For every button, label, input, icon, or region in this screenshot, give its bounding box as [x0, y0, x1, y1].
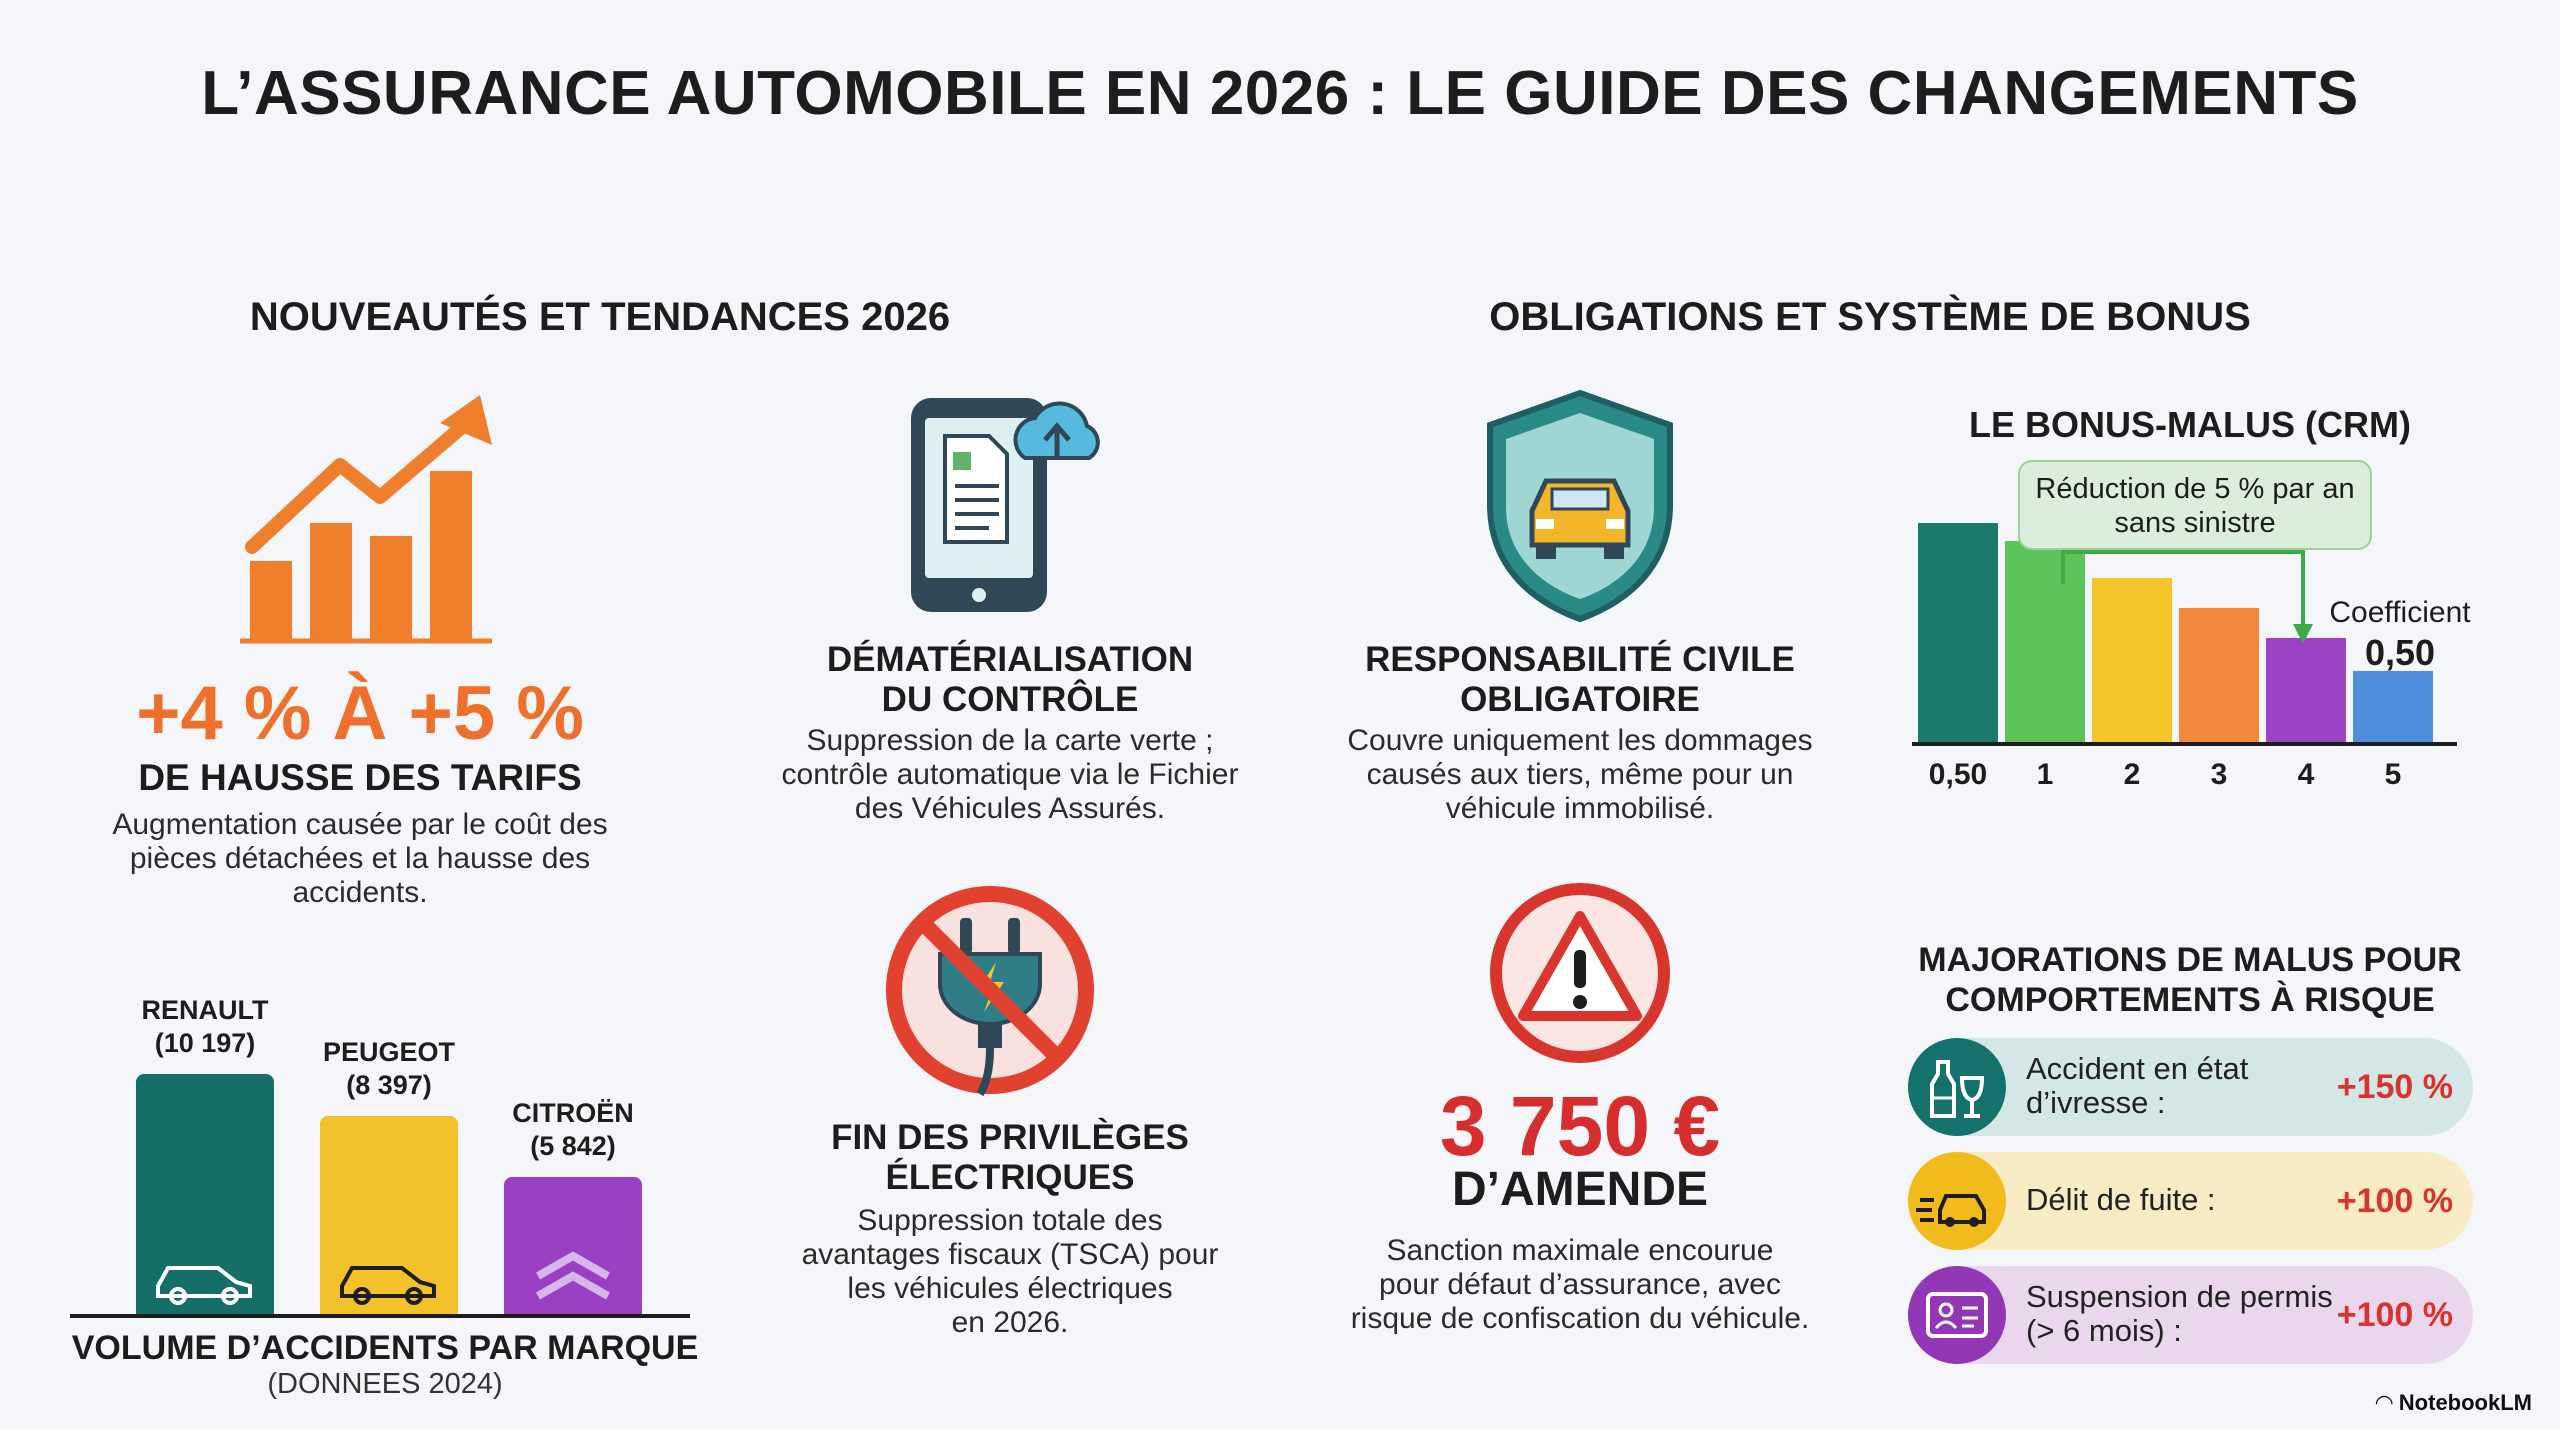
majoration-label-line: Accident en état [2026, 1051, 2249, 1086]
electric-desc [740, 1204, 1280, 1340]
crm-ticks [1918, 758, 2458, 794]
rc-desc-line: Couvre uniquement les dommages [1347, 724, 1813, 757]
rc-desc-line: causés aux tiers, même pour un [1366, 758, 1794, 791]
amende-label: D’AMENDE [1451, 1163, 1708, 1216]
brand-footer [2376, 1390, 2532, 1416]
rc-title-line: OBLIGATOIRE [1460, 680, 1700, 719]
crm-callout-line: sans sinistre [2114, 507, 2276, 539]
demat-desc-line: des Véhicules Assurés. [854, 792, 1166, 825]
tarifs-desc-line: accidents. [292, 876, 428, 909]
citroen-logo-icon [518, 1246, 628, 1306]
accident-bar [504, 1177, 642, 1314]
majorations-title-line: COMPORTEMENTS À RISQUE [1945, 981, 2435, 1019]
majoration-value: +150 % [2336, 1068, 2453, 1106]
tablet-document-icon [905, 390, 1115, 620]
majoration-label [2026, 1280, 2333, 1348]
majoration-row-fuite [1908, 1152, 2473, 1250]
accident-brand-name: CITROËN [512, 1098, 634, 1128]
brand-name: NotebookLM [2398, 1390, 2532, 1415]
crm-tick-label: 2 [2123, 758, 2141, 791]
majoration-circle [1908, 1266, 2006, 1364]
accident-chart [70, 980, 700, 1320]
electric-title [730, 1118, 1290, 1198]
majoration-label-line: Suspension de permis [2026, 1279, 2333, 1314]
accident-bar-label [289, 1036, 489, 1102]
accident-brand-name: RENAULT [141, 995, 269, 1025]
crm-tick-label: 1 [2036, 758, 2054, 791]
accident-bar-label [105, 994, 305, 1060]
growth-bar [250, 561, 292, 639]
crm-chart-baseline [1912, 742, 2457, 746]
crm-callout-arrow [2055, 548, 2315, 648]
majoration-label [2026, 1052, 2248, 1120]
tarifs-subtitle: DE HAUSSE DES TARIFS [138, 757, 582, 798]
amende-amount: 3 750 € [1439, 1079, 1721, 1173]
no-electric-plug-icon [878, 878, 1102, 1102]
demat-title-line: DU CONTRÔLE [881, 680, 1139, 719]
renault-car-icon [150, 1246, 260, 1306]
majoration-circle [1908, 1038, 2006, 1136]
accident-bar [136, 1074, 274, 1314]
accident-brand-count: (5 842) [530, 1131, 616, 1161]
majoration-row-permis [1908, 1266, 2473, 1364]
growth-chart-icon [230, 385, 500, 645]
majoration-label: Délit de fuite : [2026, 1182, 2216, 1217]
growth-bar [370, 536, 412, 639]
license-card-icon [1908, 1266, 2006, 1364]
electric-desc-line: les véhicules électriques [847, 1272, 1173, 1305]
crm-tick-label: 0,50 [1928, 758, 1988, 791]
amende-desc-line: risque de confiscation du véhicule. [1350, 1302, 1810, 1335]
crm-bar [1918, 523, 1998, 745]
tarifs-desc-line: Augmentation causée par le coût des [112, 808, 608, 841]
demat-title-line: DÉMATÉRIALISATION [826, 640, 1194, 679]
crm-callout-line: Réduction de 5 % par an [2035, 473, 2355, 505]
electric-title-line: FIN DES PRIVILÈGES [831, 1118, 1189, 1157]
accident-brand-count: (8 397) [346, 1070, 432, 1100]
electric-desc-line: en 2026. [951, 1306, 1069, 1339]
amende-desc-line: Sanction maximale encourue [1386, 1234, 1774, 1267]
crm-tick-label: 4 [2297, 758, 2315, 791]
accident-chart-baseline [70, 1314, 690, 1318]
demat-title [730, 640, 1290, 720]
tarifs-desc [80, 808, 640, 910]
majoration-circle [1908, 1152, 2006, 1250]
accident-chart-subtitle: (DONNEES 2024) [267, 1368, 503, 1400]
crm-bar [2353, 671, 2433, 745]
majoration-value: +100 % [2336, 1296, 2453, 1334]
tarifs-desc-line: pièces détachées et la hausse des [129, 842, 591, 875]
rc-desc-line: véhicule immobilisé. [1445, 792, 1715, 825]
accident-bar [320, 1116, 458, 1314]
right-section-title: OBLIGATIONS ET SYSTÈME DE BONUS [1489, 295, 2251, 339]
demat-desc-line: Suppression de la carte verte ; [806, 724, 1214, 757]
majorations-title-line: MAJORATIONS DE MALUS POUR [1918, 941, 2462, 979]
growth-bar [430, 471, 472, 639]
majoration-label-line: d’ivresse : [2026, 1085, 2166, 1120]
electric-desc-line: avantages fiscaux (TSCA) pour [801, 1238, 1219, 1271]
electric-title-line: ÉLECTRIQUES [885, 1158, 1135, 1197]
crm-tick-label: 5 [2384, 758, 2402, 791]
majoration-row-ivresse [1908, 1038, 2473, 1136]
crm-callout [2018, 460, 2372, 550]
rc-desc [1290, 724, 1870, 826]
notebooklm-icon: ◠ [2375, 1390, 2399, 1415]
left-section-title: NOUVEAUTÉS ET TENDANCES 2026 [249, 295, 951, 339]
demat-desc-line: contrôle automatique via le Fichier [781, 758, 1239, 791]
crm-coef-label: Coefficient [2329, 596, 2471, 629]
crm-tick-label: 3 [2210, 758, 2228, 791]
shield-car-icon [1470, 385, 1690, 625]
growth-bar [310, 523, 352, 639]
bonus-malus-title: LE BONUS-MALUS (CRM) [1969, 404, 2411, 445]
majoration-value: +100 % [2336, 1182, 2453, 1220]
peugeot-car-icon [334, 1246, 444, 1306]
accident-brand-name: PEUGEOT [322, 1037, 456, 1067]
electric-desc-line: Suppression totale des [857, 1204, 1163, 1237]
amende-desc [1290, 1234, 1870, 1336]
accident-chart-title: VOLUME D’ACCIDENTS PAR MARQUE [71, 1329, 699, 1367]
amende-desc-line: pour défaut d’assurance, avec [1379, 1268, 1781, 1301]
accident-brand-count: (10 197) [154, 1028, 256, 1058]
crm-coef-value: 0,50 [2364, 632, 2436, 673]
bottle-glass-icon [1908, 1038, 2006, 1136]
warning-icon [1487, 880, 1673, 1066]
page-title: L’ASSURANCE AUTOMOBILE EN 2026 : LE GUIDE DES CHANGEMENTS [201, 59, 2359, 128]
majorations-title [1880, 940, 2500, 1020]
demat-desc [720, 724, 1300, 826]
rc-title-line: RESPONSABILITÉ CIVILE [1365, 640, 1795, 679]
rc-title [1300, 640, 1860, 720]
majoration-label-line: (> 6 mois) : [2026, 1313, 2182, 1348]
fleeing-car-icon [1908, 1152, 2006, 1250]
tarifs-headline: +4 % À +5 % [136, 671, 584, 756]
accident-bar-label [473, 1097, 673, 1163]
